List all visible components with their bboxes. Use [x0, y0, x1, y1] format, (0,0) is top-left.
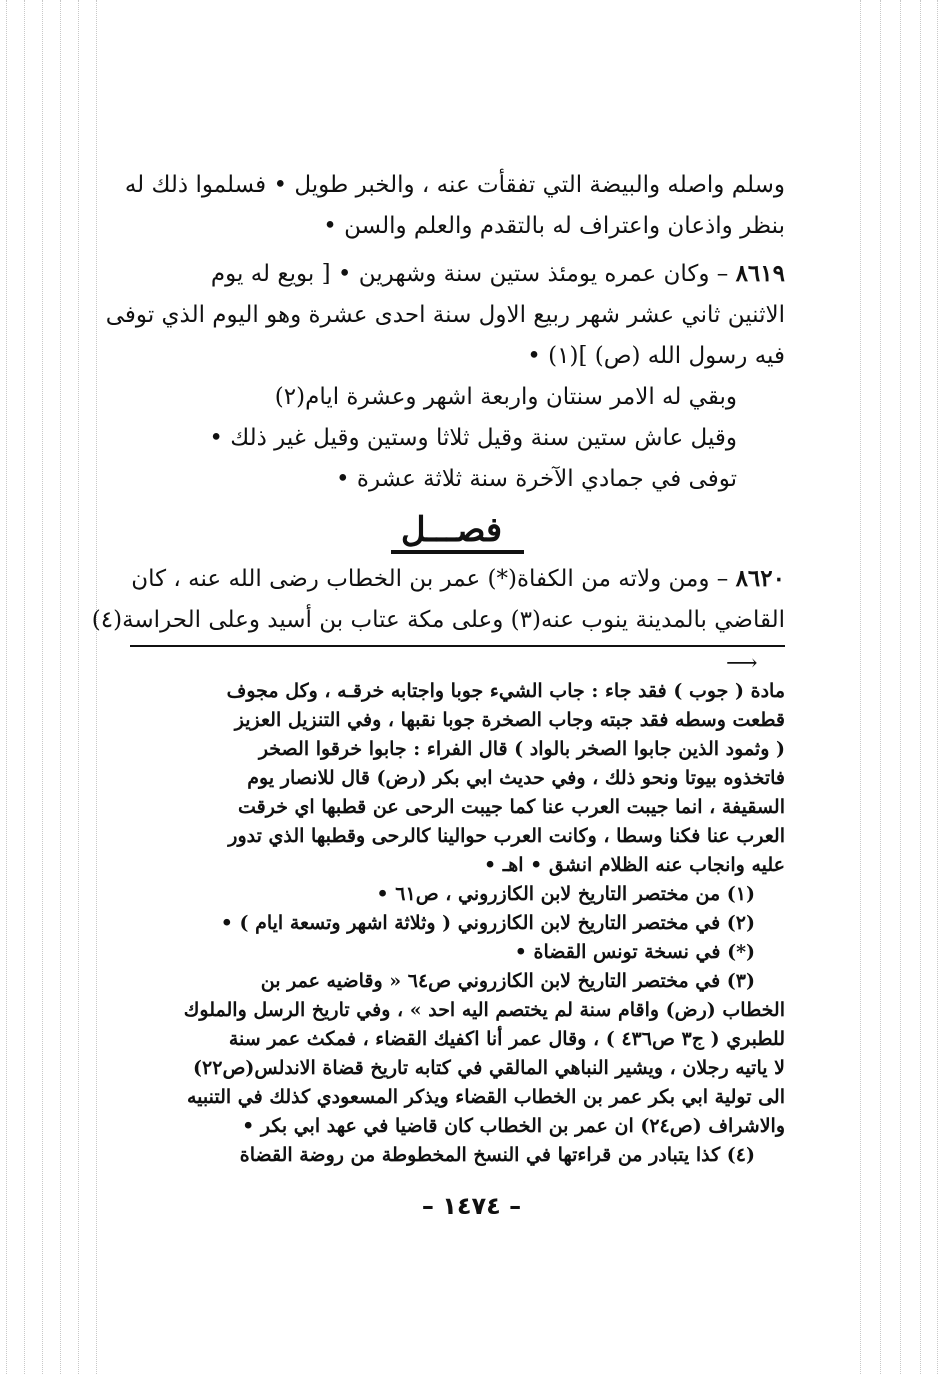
text-line: فيه رسول الله (ص) ](١) •	[527, 343, 785, 369]
footnote-2: (٢) في مختصر التاريخ لابن الكازروني ( وثلاثة اشهر وتسعة ايام ) •	[220, 912, 755, 934]
text-line: الاثنين ثاني عشر شهر ربيع الاول سنة احدى عشرة وهو اليوم الذي توفى	[105, 302, 785, 328]
section-heading	[130, 504, 785, 556]
scan-guide-line	[60, 0, 61, 1374]
paragraph-number: ٨٦١٩	[735, 260, 785, 287]
footnote-line: للطبري ( ج٣ ص٤٣٦ ) ، وقال عمر أنا اكفيك القضاء ، فمكث عمر سنة	[228, 1028, 785, 1050]
scan-guide-line	[920, 0, 921, 1374]
footnote-line: ( وثمود الذين جابوا الصخر بالواد ) قال الفراء : جابوا خرقوا الصخر	[258, 738, 785, 760]
footnote-3: (٣) في مختصر التاريخ لابن الكازروني ص٦٤ « وقاضيه عمر بن	[260, 970, 755, 992]
footnote-4: (٤) كذا يتبادر من قراءتها في النسخ المخطوطة من روضة القضاة	[239, 1144, 755, 1166]
main-text	[91, 165, 785, 647]
footnote-line: الخطاب (رض) واقام سنة لم يختصم اليه احد » ، وفي تاريخ الرسل والملوك	[183, 999, 785, 1021]
scan-guide-line	[42, 0, 43, 1374]
paragraph-number: ٨٦٢٠	[735, 565, 785, 592]
paragraph-8620	[91, 558, 785, 641]
document-page	[91, 165, 785, 1170]
paragraph-text: – ومن ولاته من الكفاة(*) عمر بن الخطاب رضى الله عنه ، كان	[131, 566, 729, 592]
footnote-line: لا ياتيه رجلان ، ويشير النباهي المالقي في كتابه تاريخ قضاة الاندلس(ص٢٢)	[193, 1057, 785, 1079]
footnote-line: عليه وانجاب عنه الظلام انشق • اهـ •	[483, 854, 785, 876]
footnote-star: (*) في نسخة تونس القضاة •	[514, 941, 755, 963]
text-line: توفى في جمادي الآخرة سنة ثلاثة عشرة •	[336, 466, 737, 492]
scan-guide-line	[860, 0, 861, 1374]
footnote-line: مادة ( جوب ) فقد جاء : جاب الشيء جوبا واجتابه خرقـه ، وكل مجوف	[226, 680, 785, 702]
footnote-line: العرب عنا فكنا وسطا ، وكانت العرب حوالينا كالرحى وقطبها الذي تدور	[228, 825, 785, 847]
footnote-1: (١) من مختصر التاريخ لابن الكازروني ، ص٦١ •	[376, 883, 755, 905]
footnote-line: والاشراف (ص٢٤) ان عمر بن الخطاب كان قاضيا في عهد ابي بكر •	[242, 1115, 785, 1137]
scan-guide-line	[96, 0, 97, 1374]
section-heading-text: فصـــل	[391, 510, 524, 554]
scan-guide-line	[6, 0, 7, 1374]
footnote-line: فاتخذوه بيوتا ونحو ذلك ، وفي حديث ابي بكر (رض) قال للانصار يوم	[247, 767, 785, 789]
scan-guide-line	[900, 0, 901, 1374]
page-number: – ١٤٧٤ –	[421, 1192, 522, 1220]
footnotes	[130, 677, 785, 1170]
continuation-marker	[130, 647, 785, 676]
text-line: وسلم واصله والبيضة التي تفقأت عنه ، والخبر طويل • فسلموا ذلك له	[124, 172, 785, 198]
arrow-right-icon: ⟶	[726, 651, 758, 676]
text-line: القاضي بالمدينة ينوب عنه(٣) وعلى مكة عتاب بن أسيد وعلى الحراسة(٤)	[91, 607, 785, 633]
text-line: وقيل عاش ستين سنة وقيل ثلاثا وستين وقيل غير ذلك •	[209, 425, 737, 451]
footnote-line: قطعت وسطه فقد جبته وجاب الصخرة جوبا نقبها ، وفي التنزيل العزيز	[234, 709, 785, 731]
footnote-line: الى تولية ابي بكر عمر بن الخطاب القضاء ويذكر المسعودي كذلك في التنبيه	[187, 1086, 785, 1108]
scan-guide-line	[24, 0, 25, 1374]
text-line: وبقي له الامر سنتان واربعة اشهر وعشرة ايام(٢)	[274, 384, 737, 410]
paragraph-8619	[105, 253, 785, 377]
text-line	[130, 558, 785, 600]
footnote-line: السقيفة ، انما جيبت العرب عنا كما جيبت الرحى عن قطبها اي خرقت	[237, 796, 785, 818]
text-line: بنظر واذعان واعتراف له بالتقدم والعلم والسن •	[323, 213, 785, 239]
scan-guide-line	[937, 0, 938, 1374]
scan-guide-line	[78, 0, 79, 1374]
paragraph-text: – وكان عمره يومئذ ستين سنة وشهرين • [ بويع له يوم	[210, 261, 729, 287]
text-line	[130, 253, 785, 295]
scan-guide-line	[880, 0, 881, 1374]
